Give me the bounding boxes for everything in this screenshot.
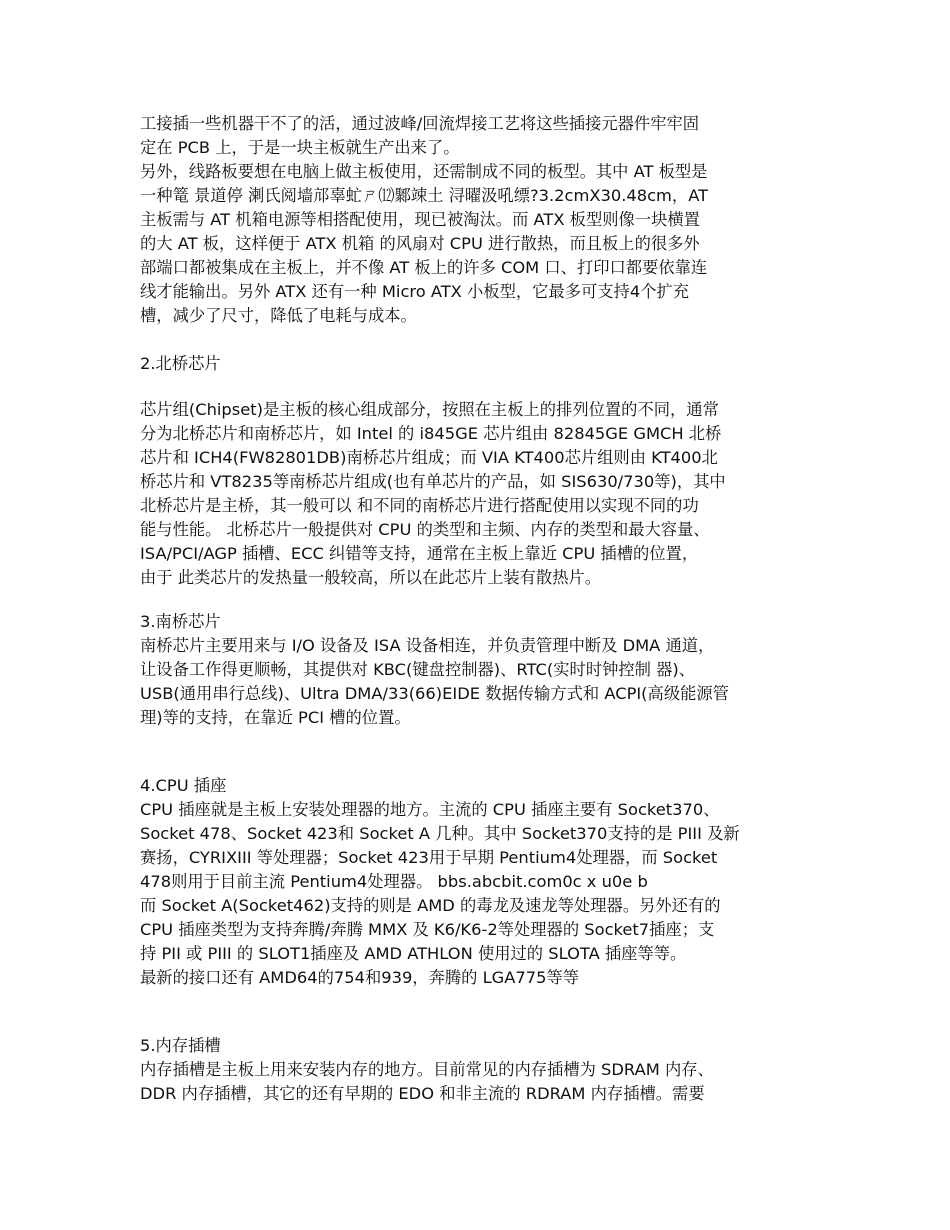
text-line: 分为北桥芯片和南桥芯片，如 Intel 的 i845GE 芯片组由 82845GE GMCH 北桥: [140, 424, 722, 443]
text-line: 由于 此类芯片的发热量一般较高，所以在此芯片上装有散热片。: [140, 568, 602, 587]
text-line: CPU 插座就是主板上安装处理器的地方。主流的 CPU 插座主要有 Socket370、: [140, 800, 720, 819]
text-line: 芯片组(Chipset)是主板的核心组成部分，按照在主板上的排列位置的不同，通常: [140, 400, 719, 419]
text-line: 南桥芯片主要用来与 I/O 设备及 ISA 设备相连，并负责管理中断及 DMA 通道，: [140, 636, 715, 655]
text-line: 理)等的支持，在靠近 PCI 槽的位置。: [140, 708, 411, 727]
text-line: 定在 PCB 上，于是一块主板就生产出来了。: [140, 138, 460, 157]
text-line: 芯片和 ICH4(FW82801DB)南桥芯片组成；而 VIA KT400芯片组则由 KT400北: [140, 448, 718, 467]
text-line: CPU 插座类型为支持奔腾/奔腾 MMX 及 K6/K6-2等处理器的 Socket7插座；支: [140, 920, 715, 939]
text-line: Socket 478、Socket 423和 Socket A 几种。其中 Socket370支持的是 PIII 及新: [140, 824, 740, 843]
text-line: 能与性能。 北桥芯片一般提供对 CPU 的类型和主频、内存的类型和最大容量、: [140, 520, 710, 539]
section-heading: 4.CPU 插座: [140, 776, 227, 795]
text-line: 槽，减少了尺寸，降低了电耗与成本。: [140, 306, 417, 325]
text-line: DDR 内存插槽，其它的还有早期的 EDO 和非主流的 RDRAM 内存插槽。需要: [140, 1084, 705, 1103]
text-line: 最新的接口还有 AMD64的754和939，奔腾的 LGA775等等: [140, 968, 580, 987]
text-line: 一种篭 景道停 溂氏阅墙邟辜虻ㄕ⑿鄹竦土 浔曜汲吼缥?3.2cmX30.48cm，AT: [140, 186, 709, 205]
text-line: 线才能输出。另外 ATX 还有一种 Micro ATX 小板型，它最多可支持4个扩充: [140, 282, 690, 301]
text-line: 而 Socket A(Socket462)支持的则是 AMD 的毒龙及速龙等处理器。另外还有的: [140, 896, 721, 915]
text-line: 赛扬，CYRIXIII 等处理器；Socket 423用于早期 Pentium4处理器，而 Socket: [140, 848, 718, 867]
text-line: 让设备工作得更顺畅，其提供对 KBC(键盘控制器)、RTC(实时时钟控制 器)、: [140, 660, 696, 679]
text-line: 内存插槽是主板上用来安装内存的地方。目前常见的内存插槽为 SDRAM 内存、: [140, 1060, 714, 1079]
text-line: 北桥芯片是主桥，其一般可以 和不同的南桥芯片进行搭配使用以实现不同的功: [140, 496, 699, 515]
text-line: 的大 AT 板，这样便于 ATX 机箱 的风扇对 CPU 进行散热，而且板上的很多外: [140, 234, 700, 253]
text-line: 工接插一些机器干不了的活，通过波峰/回流焊接工艺将这些插接元器件牢牢固: [140, 114, 700, 133]
section-heading: 2.北桥芯片: [140, 354, 221, 373]
text-line: 另外，线路板要想在电脑上做主板使用，还需制成不同的板型。其中 AT 板型是: [140, 162, 708, 181]
text-line: 桥芯片和 VT8235等南桥芯片组成(也有单芯片的产品，如 SIS630/730等)，其中: [140, 472, 726, 491]
text-line: USB(通用串行总线)、Ultra DMA/33(66)EIDE 数据传输方式和 ACPI(高级能源管: [140, 684, 729, 703]
text-line: 478则用于目前主流 Pentium4处理器。 bbs.abcbit.com0c x u0e b: [140, 872, 648, 891]
text-line: 部端口都被集成在主板上，并不像 AT 板上的许多 COM 口、打印口都要依靠连: [140, 258, 708, 277]
text-line: 持 PII 或 PIII 的 SLOT1插座及 AMD ATHLON 使用过的 SLOTA 插座等等。: [140, 944, 687, 963]
section-heading: 3.南桥芯片: [140, 612, 221, 631]
text-line: ISA/PCI/AGP 插槽、ECC 纠错等支持，通常在主板上靠近 CPU 插槽的位置，: [140, 544, 699, 563]
section-heading: 5.内存插槽: [140, 1036, 221, 1055]
text-line: 主板需与 AT 机箱电源等相搭配使用，现已被淘汰。而 ATX 板型则像一块横置: [140, 210, 700, 229]
